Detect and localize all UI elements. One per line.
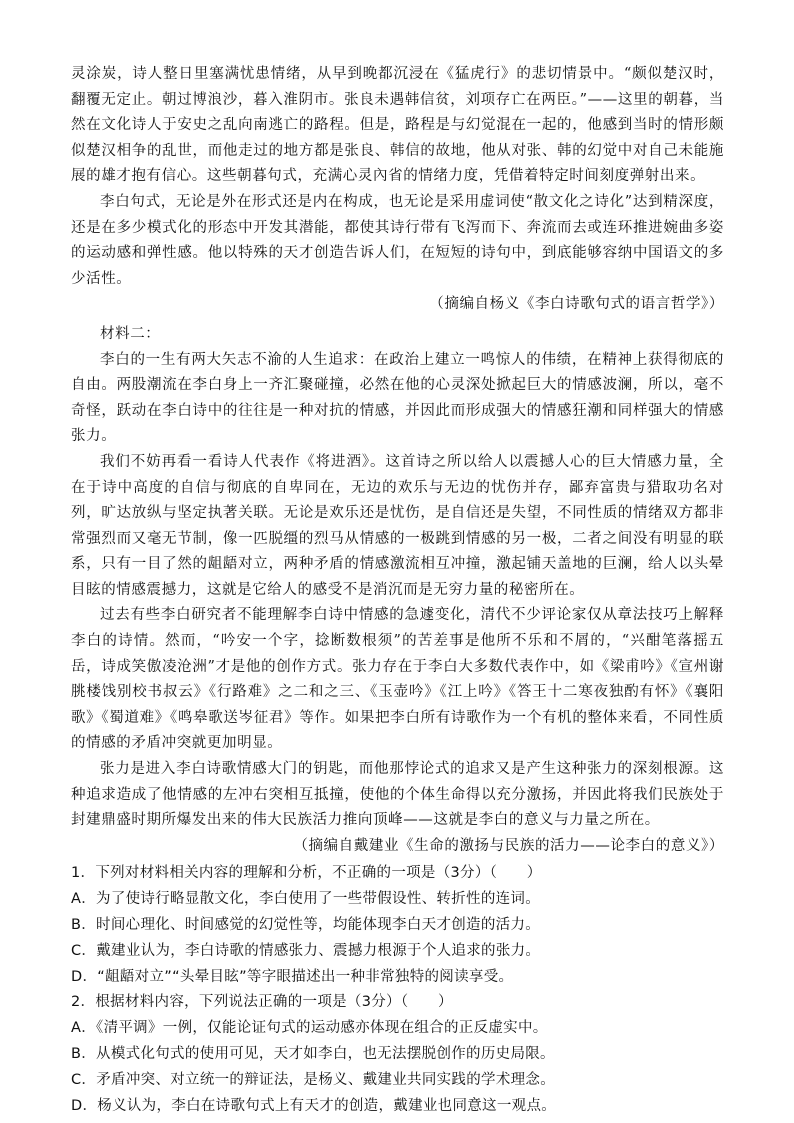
material-one-source: （摘编自杨义《李白诗歌句式的语言哲学》） <box>429 296 724 313</box>
question-2-option-a: A．《清平调》一例，仅能论证句式的运动感亦体现在组合的正反虚实中。 <box>71 1020 548 1037</box>
material-two-paragraph-1: 李白的一生有两大矢志不渝的人生追求：在政治上建立一鸣惊人的伟绩，在精神上获得彻底的自由。两股潮流在李白身上一齐汇聚碰撞，必然在他的心灵深处掀起巨大的情感波澜，所以，毫不奇怪，跃动在李白诗中的往往是一种对抗的情感，并因此而形成强大的情感狂潮和同样强大的情感张力。 <box>71 351 724 445</box>
question-1 <box>71 861 724 990</box>
question-1-option-c: C．戴建业认为，李白诗歌的情感张力、震撼力根源于个人追求的张力。 <box>71 942 541 959</box>
question-1-option-b: B．时间心理化、时间感觉的幻觉性等，均能体现李白天才创造的活力。 <box>71 917 541 933</box>
question-2-stem: 2．根据材料内容，下列说法正确的一项是（3分）（ ） <box>71 994 453 1011</box>
material-one <box>71 62 724 318</box>
material-one-paragraph-1: 灵涂炭，诗人整日里塞满忧患情绪，从早到晚都沉浸在《猛虎行》的悲切情景中。“颇似楚汉时，翻覆无定止。朝过博浪沙，暮入淮阴市。张良未遇韩信贫，刘项存亡在两臣。”——这里的朝暮，当然在文化诗人于安史之乱向南逃亡的路程。但是，路程是与幻觉混在一起的，他感到当时的情形颇似楚汉相争的乱世，而他走过的地方都是张良、韩信的故地，他从对张、韩的幻觉中对自己未能施展的雄才抱有信心。这些朝暮句式，充满心灵內省的情绪力度，凭借着特定时间刻度弹射出来。 <box>71 66 724 185</box>
question-1-stem: 1．下列对材料相关内容的理解和分析，不正确的一项是（3分）（ ） <box>71 865 542 882</box>
question-list <box>71 861 724 1119</box>
material-two-heading: 材料二： <box>100 325 161 342</box>
material-two <box>71 322 724 859</box>
question-1-option-d: D．“龃龉对立”“头晕目眩”等字眼描述出一种非常独特的阅读享受。 <box>71 968 514 985</box>
material-two-paragraph-4: 张力是进入李白诗歌情感大门的钥匙，而他那悖论式的追求又是产生这种张力的深刻根源。这种追求造成了他情感的左冲右突相互抵撞，使他的个体生命得以充分激扬，并因此将我们民族处于封建鼎盛时期所爆发出来的伟大民族活力推向顶峰——这就是李白的意义与力量之所在。 <box>71 761 724 829</box>
material-one-paragraph-2: 李白句式，无论是外在形式还是内在构成，也无论是采用虚词使“散文化之诗化”达到精深度，还是在多少模式化的形态中开发其潜能，都使其诗行带有飞泻而下、奔流而去或连环推进婉曲多姿的运动感和弹性感。他以特殊的天才创造告诉人们，在短短的诗句中，到底能够容纳中国语文的多少活性。 <box>71 193 724 287</box>
material-two-paragraph-3: 过去有些李白研究者不能理解李白诗中情感的急遽变化，清代不少评论家仅从章法技巧上解释李白的诗情。然而，“吟安一个字，捻断数根须”的苦差事是他所不乐和不屑的，“兴酣笔落摇五岳，诗成笑傲凌沧洲”才是他的创作方式。张力存在于李白大多数代表作中，如《梁甫吟》《宣州谢朓楼饯别校书叔云》《行路难》之二和之三、《玉壶吟》《江上吟》《答王十二寒夜独酌有怀》《襄阳歌》《蜀道难》《鸣皋歌送岑征君》等作。如果把李白所有诗歌作为一个有机的整体来看，不同性质的情感的矛盾冲突就更加明显。 <box>71 607 724 752</box>
question-2-option-b: B．从模式化句式的使用可见，天才如李白，也无法摆脱创作的历史局限。 <box>71 1045 555 1062</box>
question-2-option-c: C．矛盾冲突、对立统一的辩证法，是杨义、戴建业共同实践的学术理念。 <box>71 1071 556 1088</box>
question-1-option-a: A．为了使诗行略显散文化，李白使用了一些带假设性、转折性的连词。 <box>71 891 541 908</box>
question-2 <box>71 990 724 1119</box>
material-two-source: （摘编自戴建业《生命的激扬与民族的活力——论李白的意义》） <box>293 837 724 854</box>
question-2-option-d: D．杨义认为，李白在诗歌句式上有天才的创造，戴建业也同意这一观点。 <box>71 1097 557 1114</box>
material-two-paragraph-2: 我们不妨再看一看诗人代表作《将进酒》。这首诗之所以给人以震撼人心的巨大情感力量，全在于诗中高度的自信与彻底的自卑同在，无边的欢乐与无边的忧伤并存，鄙弃富贵与猎取功名对列，旷达放纵与坚定执著关联。无论是欢乐还是忧伤，是自信还是失望，不同性质的情绪双方都非常强烈而又毫无节制，像一匹脱缰的烈马从情感的一极跳到情感的另一极，二者之间没有明显的联系，只有一目了然的龃龉对立，两种矛盾的情感激流相互冲撞，激起铺天盖地的巨澜，给人以头晕目眩的情感震撼力，这就是它给人的感受不是消沉而是无穷力量的秘密所在。 <box>71 453 724 598</box>
page-content <box>71 62 724 1119</box>
